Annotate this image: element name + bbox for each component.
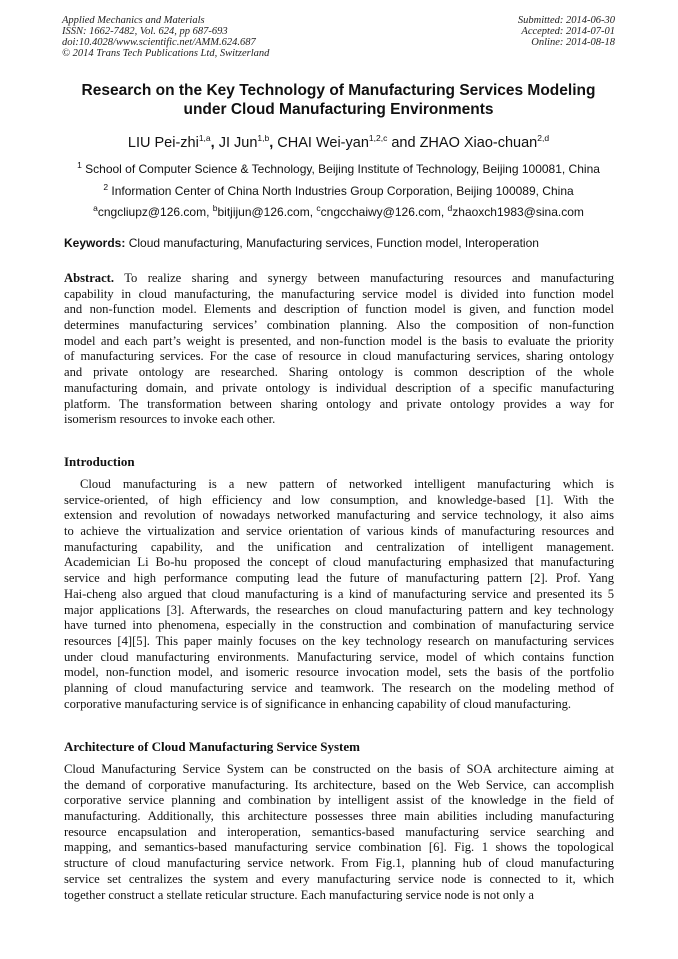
abstract-line-text: and non-function model. Elements and description of function model is given, and function model — [64, 302, 614, 317]
architecture-line — [64, 762, 614, 778]
author-name: ZHAO Xiao-chuan — [419, 134, 538, 151]
author-affiliation-marker: 1,2,c — [368, 133, 388, 143]
email-separator: , — [206, 205, 213, 219]
abstract-label: Abstract. — [64, 271, 115, 285]
abstract-line-text: determines manufacturing services’ combination planning. Also the composition of non-function — [64, 318, 614, 333]
introduction-line-text: Cloud manufacturing is a new pattern of networked intelligent manufacturing which is — [80, 477, 614, 491]
architecture-line — [64, 793, 614, 809]
author-list — [62, 128, 615, 153]
abstract-line — [64, 365, 614, 381]
abstract-line — [64, 412, 614, 428]
architecture-line-text: the demand of corporative manufacturing. Its architecture, based on the Web Service, can accomplish — [64, 777, 614, 792]
affiliation-1 — [62, 158, 615, 176]
author-separator: , — [269, 134, 278, 151]
architecture-line — [64, 888, 614, 904]
email-marker: b — [212, 203, 218, 213]
abstract-line — [64, 271, 614, 287]
architecture-line-text: structure of cloud manufacturing service network. From Fig.1, planning hub of cloud manufacturing — [64, 856, 614, 871]
introduction-line — [64, 477, 614, 493]
email-address: zhaoxch1983@sina.com — [452, 205, 584, 219]
email-separator: , — [440, 205, 448, 219]
introduction-line — [64, 493, 614, 509]
architecture-line-text: manufacturing. Additionally, this architecture possesses three main abilities including manufacturing — [64, 809, 614, 824]
abstract-line — [64, 381, 614, 397]
introduction-line-text: Academician Li Bo-hu proposed the concept of cloud manufacturing emphasized that manufacturing — [64, 555, 614, 570]
architecture-line — [64, 778, 614, 794]
abstract-line — [64, 334, 614, 350]
author-separator: , — [210, 134, 219, 151]
architecture-line-text: together construct a stellate reticular structure. Each manufacturing service node is not only a — [64, 887, 534, 902]
abstract-line-text: platform. The transformation between sharing ontology and private ontology provides a way for — [64, 396, 614, 411]
introduction-line — [64, 650, 614, 666]
email-marker: a — [93, 203, 98, 213]
abstract-line-text: and private ontology are researched. Sharing ontology is common description of the whole — [64, 365, 614, 380]
email-list — [62, 201, 615, 219]
email-marker: c — [316, 203, 321, 213]
introduction-line — [64, 587, 614, 603]
email-address: bitjijun@126.com — [217, 205, 310, 219]
introduction-line-text: have turned into phenomena, especially in the construction and combination of manufacturing service — [64, 618, 614, 633]
architecture-line — [64, 825, 614, 841]
author-affiliation-marker: 1,b — [257, 133, 270, 143]
email-address: cngcchaiwy@126.com — [320, 205, 441, 219]
abstract-line-text: manufacturing domain, and private ontology is individual description of a specific manufacturing — [64, 380, 614, 395]
keywords — [64, 236, 616, 251]
journal-name: Applied Mechanics and Materials — [62, 15, 205, 26]
keywords-label: Keywords: — [64, 236, 126, 250]
introduction-heading: Introduction — [64, 454, 135, 469]
architecture-line-text: Cloud Manufacturing Service System can be constructed on the basis of SOA architecture aiming at — [64, 762, 614, 776]
introduction-line — [64, 697, 614, 713]
architecture-text — [64, 762, 614, 903]
introduction-line-text: manufacturing capability, and the unification and centralization of intelligent management. — [64, 539, 614, 554]
introduction-line — [64, 618, 614, 634]
abstract-line — [64, 302, 614, 318]
introduction-line — [64, 508, 614, 524]
affiliation-2-text: Information Center of China North Industries Group Corporation, Beijing 100089, China — [111, 184, 574, 198]
introduction-line-text: under cloud manufacturing environments. Manufacturing service, model of which contains function — [64, 649, 614, 664]
author-name: LIU Pei-zhi — [127, 134, 199, 151]
introduction-line — [64, 665, 614, 681]
email-separator: , — [309, 205, 317, 219]
architecture-line-text: resource encapsulation and interoperation, semantics-based manufacturing service searching and — [64, 824, 614, 839]
introduction-line-text: Hai-cheng also argued that cloud manufacturing is a kind of manufacturing service and presented its 5 — [64, 586, 614, 601]
introduction-line-text: to achieve the virtualization and service orientation of various kinds of manufacturing resources and — [64, 524, 614, 539]
architecture-line — [64, 809, 614, 825]
introduction-line — [64, 571, 614, 587]
introduction-line-text: service and high performance computing lead the future of manufacturing pattern [2]. Prof. Yang — [64, 571, 614, 586]
introduction-line-text: major applications [3]. Afterwards, the researches on cloud manufacturing pattern and key technology — [64, 602, 614, 617]
architecture-heading: Architecture of Cloud Manufacturing Service System — [64, 739, 360, 754]
abstract-line-text: model and each part’s weight is presented, and non-function model is the basis to evaluate the priority — [64, 333, 614, 348]
abstract — [64, 271, 614, 428]
architecture-line-text: service set centralizes the system and every manufacturing service node is connected to it, which — [64, 871, 614, 886]
abstract-line-text: capability in cloud manufacturing, the manufacturing service model is divided into function model — [64, 286, 614, 301]
dates-header — [518, 15, 615, 48]
author-separator: and — [387, 134, 420, 151]
introduction-line — [64, 681, 614, 697]
online-date: Online: 2014-08-18 — [531, 37, 615, 48]
affiliation-1-text: School of Computer Science & Technology, Beijing Institute of Technology, Beijing 100081, China — [85, 162, 600, 176]
title-line-2: under Cloud Manufacturing Environments — [183, 101, 494, 118]
journal-copyright: © 2014 Trans Tech Publications Ltd, Switzerland — [62, 48, 270, 59]
author-name: JI Jun — [218, 134, 258, 151]
journal-issn: ISSN: 1662-7482, Vol. 624, pp 687-693 — [62, 26, 228, 37]
abstract-line-text: To realize sharing and synergy between manufacturing resources and manufacturing — [124, 271, 614, 285]
introduction-line — [64, 634, 614, 650]
journal-doi: doi:10.4028/www.scientific.net/AMM.624.687 — [62, 37, 256, 48]
introduction-line-text: extension and revolution of nowadays networked manufacturing and service technology, it also aims — [64, 508, 614, 523]
introduction-text — [64, 477, 614, 712]
introduction-line — [64, 603, 614, 619]
introduction-line-text: service-oriented, of high efficiency and low consumption, and knowledge-based [1]. With the — [64, 492, 614, 507]
affiliation-2 — [62, 180, 615, 198]
abstract-line — [64, 287, 614, 303]
title-line-1: Research on the Key Technology of Manufacturing Services Modeling — [81, 82, 596, 99]
architecture-line — [64, 840, 614, 856]
abstract-line — [64, 349, 614, 365]
author-name: CHAI Wei-yan — [277, 134, 369, 151]
architecture-line — [64, 872, 614, 888]
introduction-line — [64, 540, 614, 556]
architecture-line-text: mapping, and semantics-based manufacturing service combination [6]. Fig. 1 shows the topological — [64, 840, 614, 855]
submitted-date: Submitted: 2014-06-30 — [517, 15, 615, 26]
introduction-line-text: resources [4][5]. This paper mainly focuses on the key technology research on manufacturing services — [64, 633, 614, 648]
architecture-line-text: corporative service planning and combination by intelligent assist of the knowledge in the field of — [64, 793, 614, 808]
journal-header — [62, 15, 269, 59]
abstract-line — [64, 318, 614, 334]
introduction-line — [64, 555, 614, 571]
abstract-line-text: of manufacturing services. For the case of resource in cloud manufacturing services, sharing ontology — [64, 349, 614, 364]
email-marker: d — [447, 203, 453, 213]
architecture-line — [64, 856, 614, 872]
keywords-text: Cloud manufacturing, Manufacturing services, Function model, Interoperation — [128, 236, 539, 250]
author-affiliation-marker: 2,d — [537, 133, 550, 143]
author-affiliation-marker: 1,a — [198, 133, 211, 143]
abstract-line-text: isomerism resources to invoke each other. — [64, 412, 276, 427]
introduction-line-text: planning of cloud manufacturing service and teamwork. The research on the modeling method of — [64, 680, 614, 695]
introduction-line-text: model, non-function model, and isomeric resource invocation model, sets the basis of the portfolio — [64, 665, 614, 680]
abstract-line — [64, 397, 614, 413]
affiliation-1-marker: 1 — [77, 160, 82, 170]
affiliation-2-marker: 2 — [103, 182, 109, 192]
paper-title — [62, 81, 615, 119]
introduction-line-text: corporative manufacturing service is of significance in enhancing capability of cloud manufacturing. — [64, 696, 572, 711]
accepted-date: Accepted: 2014-07-01 — [521, 26, 615, 37]
introduction-line — [64, 524, 614, 540]
email-address: cngcliupz@126.com — [97, 205, 207, 219]
